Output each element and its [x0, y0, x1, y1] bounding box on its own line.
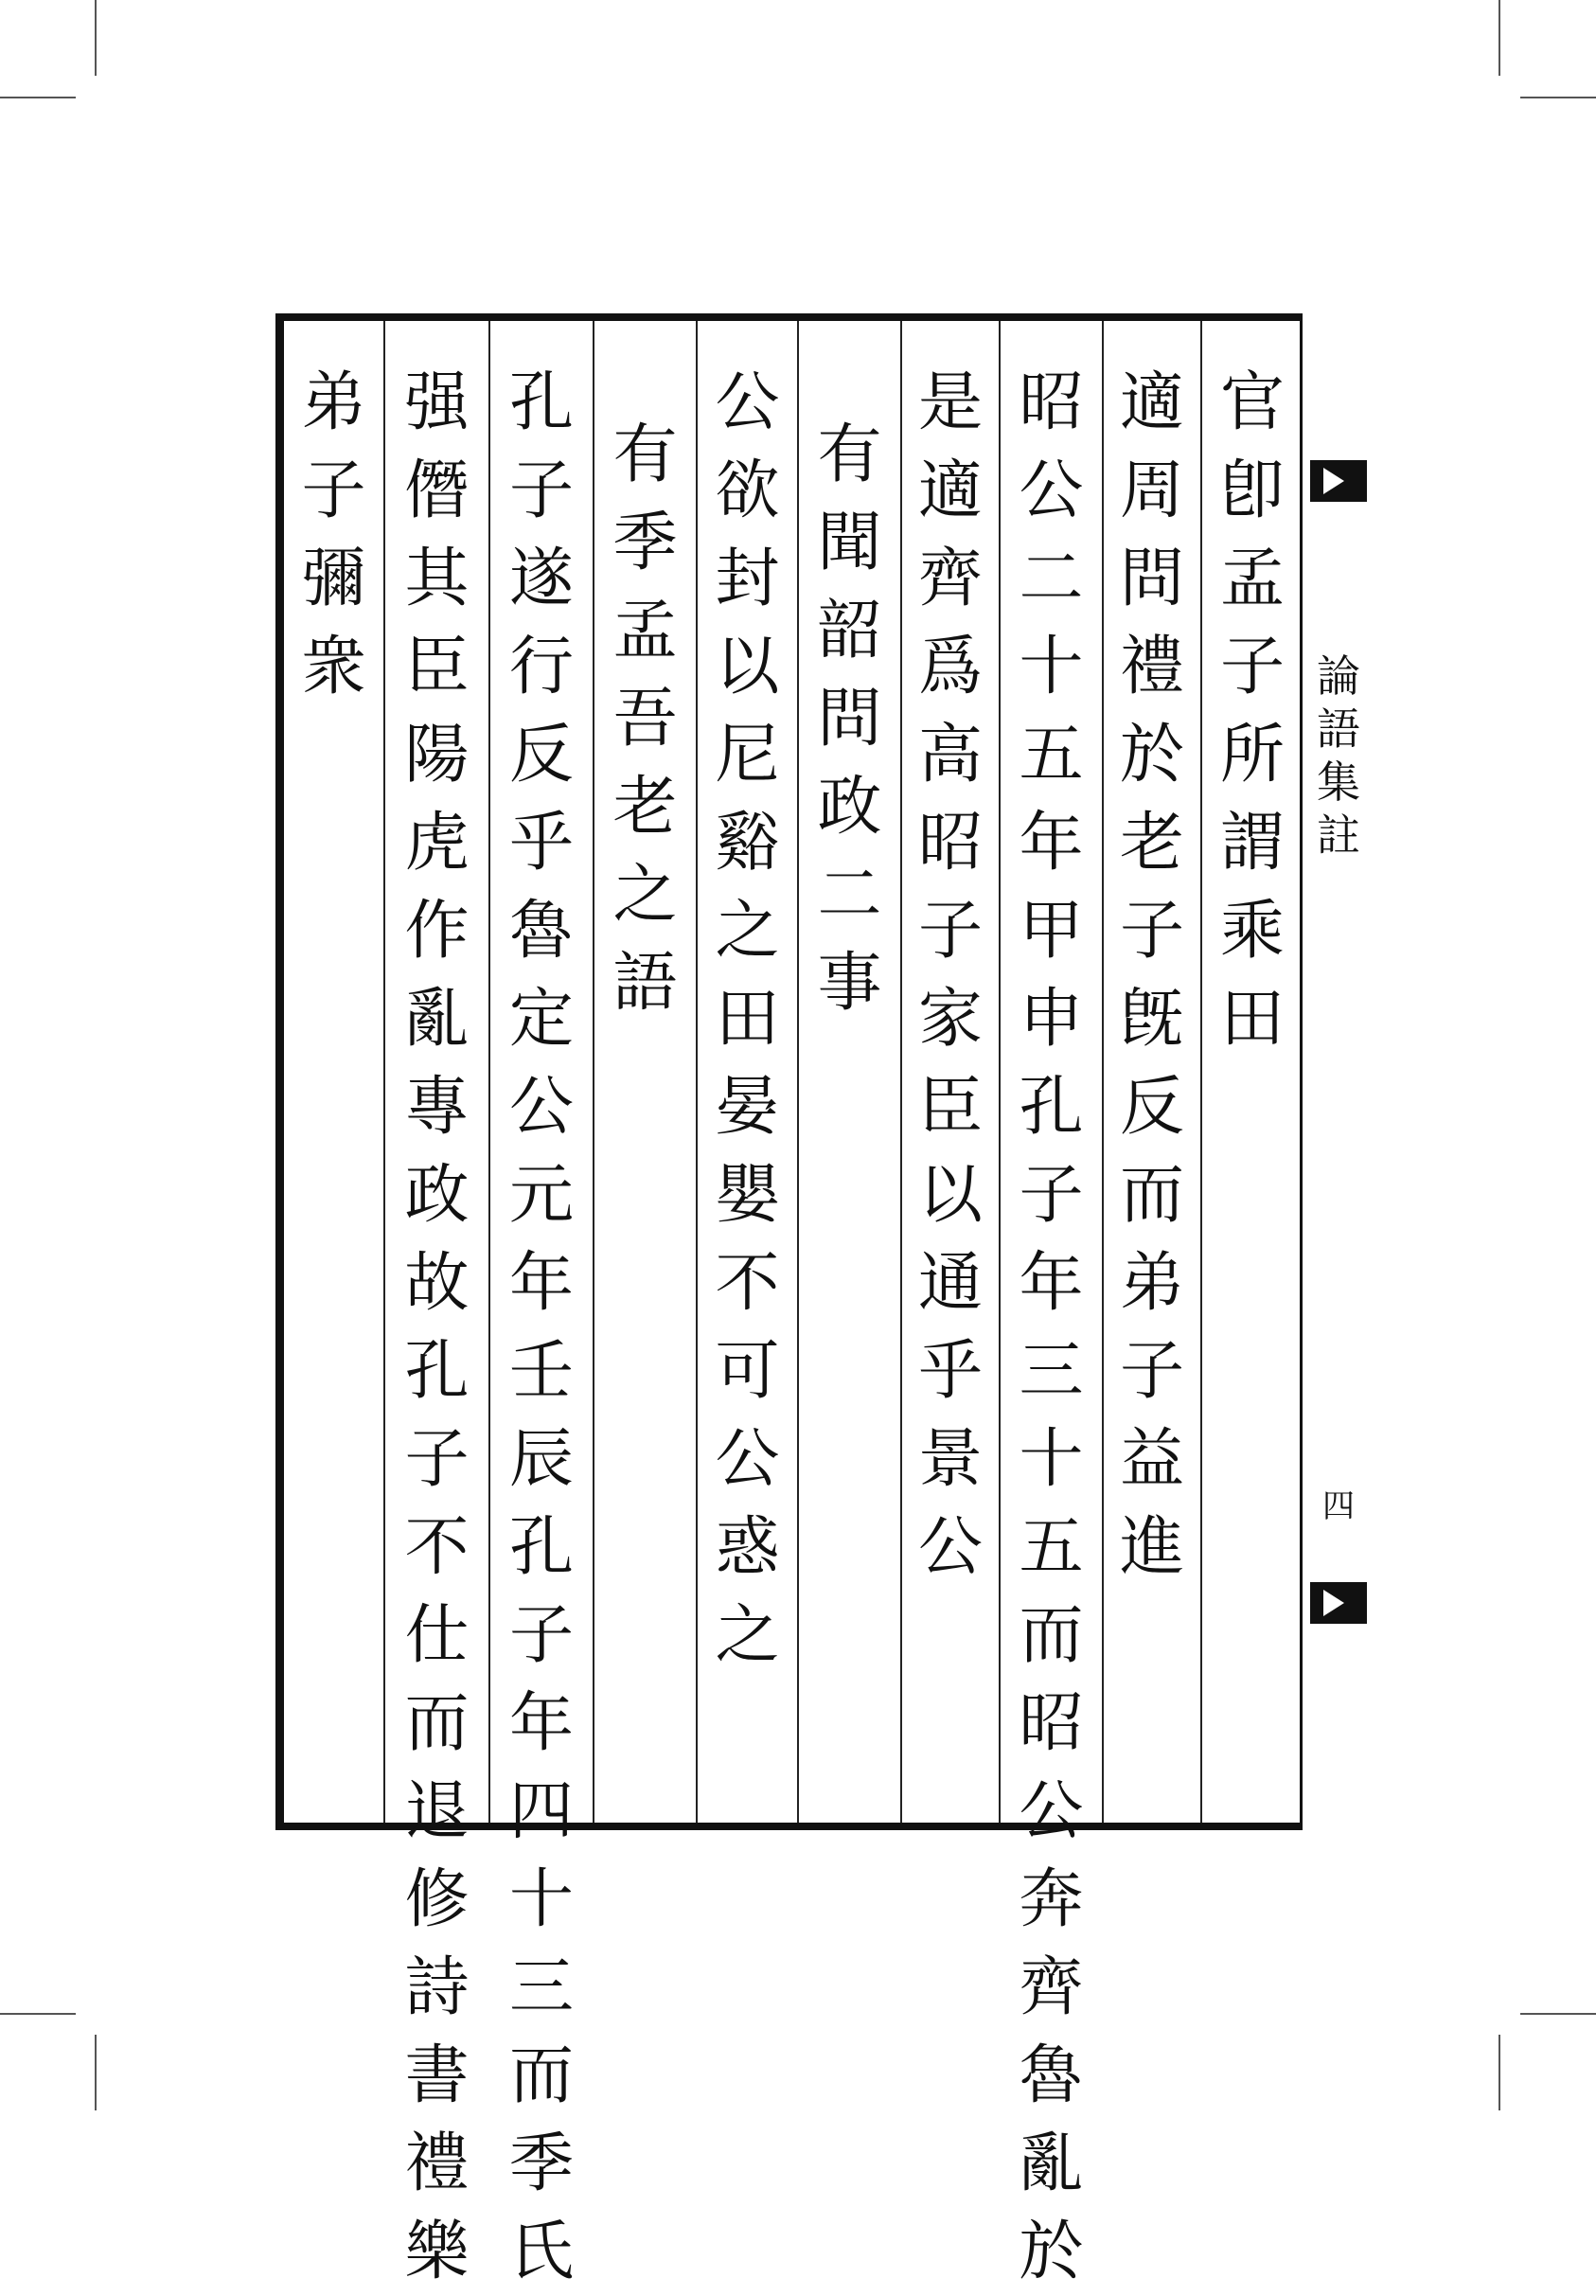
text-column [488, 321, 593, 2289]
text-column [1200, 321, 1303, 1823]
column-text: 孔子遂行反乎魯定公元年壬辰孔子年四十三而季氏 [508, 365, 574, 2289]
text-column [593, 321, 696, 1823]
crop-mark [1498, 2035, 1500, 2110]
column-text: 適周問禮於老子旣反而弟子益進 [1119, 365, 1184, 1585]
column-text: 昭公二十五年甲申孔子年三十五而昭公奔齊魯亂於 [1019, 365, 1084, 2289]
column-text: 是適齊爲高昭子家臣以通乎景公 [917, 365, 983, 1585]
text-column [284, 321, 383, 1823]
column-text: 公欲封以尼谿之田晏嬰不可公惑之 [715, 365, 780, 1673]
column-text: 有季孟吾老之語 [612, 418, 678, 1021]
text-column [999, 321, 1102, 2289]
crop-mark [95, 0, 97, 76]
column-text: 官卽孟子所謂乘田 [1219, 365, 1285, 1057]
crop-mark [1520, 2013, 1596, 2015]
book-title: 論語集註 [1317, 650, 1360, 861]
page-number: 四 [1322, 1487, 1355, 1525]
crop-mark [95, 2035, 97, 2110]
crop-mark [0, 97, 76, 98]
column-text: 弟子彌衆 [301, 365, 366, 704]
crop-mark [1520, 97, 1596, 98]
crop-mark [0, 2013, 76, 2015]
text-column [383, 321, 488, 2289]
fish-tail-mark-lower [1310, 1582, 1367, 1624]
text-column [797, 321, 900, 1823]
text-column [900, 321, 999, 1823]
column-text: 有聞韶問政二事 [817, 418, 882, 1021]
text-column [1102, 321, 1200, 1823]
book-margin-strip [1303, 313, 1376, 1830]
crop-mark [1498, 0, 1500, 76]
column-text: 强僭其臣陽虎作亂專政故孔子不仕而退修詩書禮樂 [404, 365, 470, 2289]
text-column [696, 321, 797, 1823]
fish-tail-mark-upper [1310, 460, 1367, 502]
